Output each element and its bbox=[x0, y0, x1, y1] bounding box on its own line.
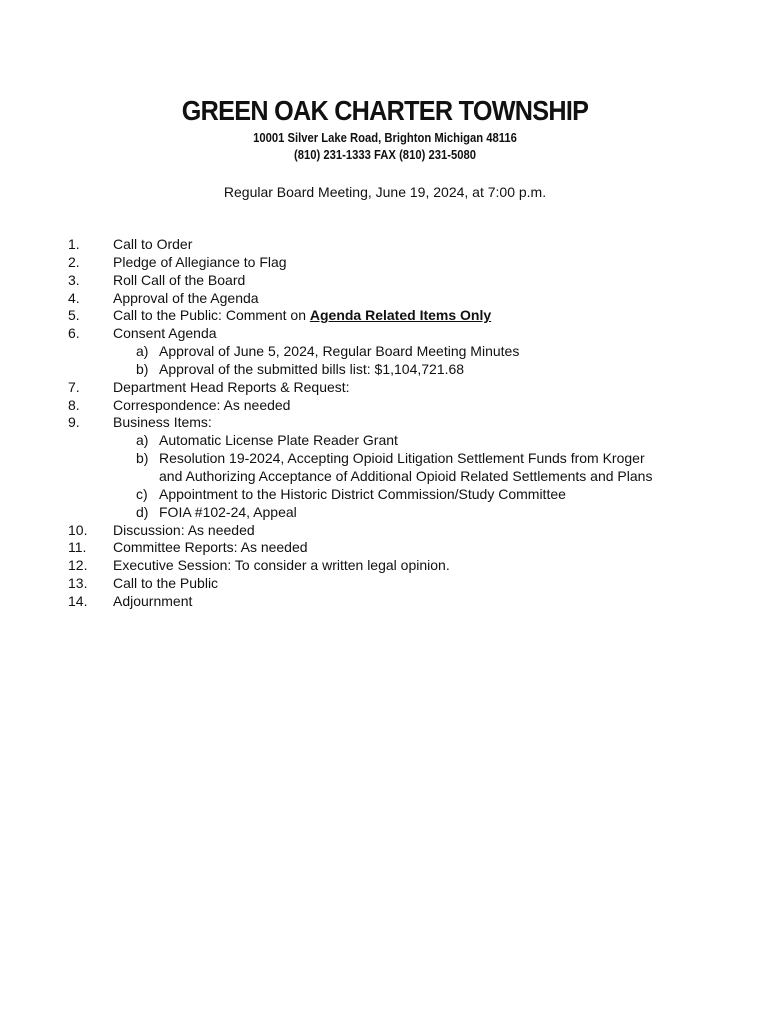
item-text: Discussion: As needed bbox=[113, 521, 255, 538]
agenda-subitem-9d bbox=[0, 504, 770, 522]
subitem-letter: a) bbox=[136, 343, 149, 360]
agenda-item-14 bbox=[0, 593, 770, 611]
item-number: 1. bbox=[68, 236, 80, 252]
item-text: Approval of the Agenda bbox=[113, 289, 259, 306]
item-text: Business Items: bbox=[113, 414, 212, 431]
item-text: Correspondence: As needed bbox=[113, 396, 291, 413]
township-phone-fax: (810) 231-1333 FAX (810) 231-5080 bbox=[294, 148, 476, 162]
item-number: 9. bbox=[68, 414, 80, 431]
item-number: 4. bbox=[68, 289, 80, 306]
item-number: 7. bbox=[68, 378, 80, 395]
item-number: 2. bbox=[68, 253, 80, 270]
item-emphasis: Agenda Related Items Only bbox=[309, 307, 492, 324]
agenda-item-8 bbox=[0, 397, 770, 415]
item-number: 8. bbox=[68, 396, 80, 413]
item-number: 6. bbox=[68, 325, 80, 342]
item-text: Adjournment bbox=[113, 592, 193, 609]
agenda-item-1 bbox=[0, 236, 770, 254]
agenda-item-3 bbox=[0, 272, 770, 290]
item-text: Executive Session: To consider a written legal opinion. bbox=[113, 557, 450, 574]
subitem-text-continued: and Authorizing Acceptance of Additional Opioid Related Settlements and Plans bbox=[159, 467, 653, 484]
subitem-letter: b) bbox=[136, 450, 149, 467]
subitem-letter: a) bbox=[136, 432, 149, 449]
agenda-subitem-9b bbox=[0, 450, 770, 468]
item-text: Call to the Public bbox=[113, 575, 219, 592]
subitem-letter: d) bbox=[136, 503, 149, 520]
item-text: Roll Call of the Board bbox=[113, 271, 246, 288]
item-text: Pledge of Allegiance to Flag bbox=[113, 253, 287, 270]
subitem-text: Automatic License Plate Reader Grant bbox=[159, 432, 398, 449]
subitem-text: FOIA #102-24, Appeal bbox=[159, 503, 297, 520]
item-text: Department Head Reports & Request: bbox=[113, 378, 350, 395]
agenda-item-5 bbox=[0, 307, 770, 325]
agenda-subitem-9a bbox=[0, 432, 770, 450]
agenda-item-6 bbox=[0, 325, 770, 343]
item-number: 3. bbox=[68, 271, 80, 288]
subitem-text: Appointment to the Historic District Commission/Study Committee bbox=[159, 485, 566, 502]
township-title: GREEN OAK CHARTER TOWNSHIP bbox=[181, 95, 589, 126]
meeting-info: Regular Board Meeting, June 19, 2024, at 7:00 p.m. bbox=[223, 184, 547, 200]
agenda-list bbox=[0, 236, 770, 611]
item-text: Call to Order bbox=[113, 236, 193, 252]
agenda-item-2 bbox=[0, 254, 770, 272]
agenda-item-4 bbox=[0, 290, 770, 308]
agenda-subitem-6b bbox=[0, 361, 770, 379]
subitem-text: Approval of June 5, 2024, Regular Board Meeting Minutes bbox=[159, 343, 520, 360]
item-text: Committee Reports: As needed bbox=[113, 539, 308, 556]
agenda-item-7 bbox=[0, 379, 770, 397]
item-text-wrapper bbox=[113, 307, 491, 325]
agenda-item-13 bbox=[0, 575, 770, 593]
item-number: 13. bbox=[68, 575, 88, 592]
item-number: 12. bbox=[68, 557, 88, 574]
subitem-letter: b) bbox=[136, 360, 149, 377]
item-text: Call to the Public: Comment on bbox=[113, 307, 310, 324]
subitem-text: Approval of the submitted bills list: $1,104,721.68 bbox=[159, 360, 465, 377]
item-number: 14. bbox=[68, 592, 88, 609]
agenda-subitem-9b-continued bbox=[0, 468, 770, 486]
agenda-item-12 bbox=[0, 557, 770, 575]
item-number: 11. bbox=[68, 539, 87, 556]
item-text: Consent Agenda bbox=[113, 325, 217, 342]
subitem-letter: c) bbox=[136, 485, 148, 502]
agenda-item-9 bbox=[0, 414, 770, 432]
township-address: 10001 Silver Lake Road, Brighton Michigan 48116 bbox=[253, 131, 517, 145]
item-number: 10. bbox=[68, 521, 88, 538]
item-number: 5. bbox=[68, 307, 80, 324]
agenda-item-11 bbox=[0, 539, 770, 557]
agenda-item-10 bbox=[0, 522, 770, 540]
subitem-text: Resolution 19-2024, Accepting Opioid Litigation Settlement Funds from Kroger bbox=[159, 450, 645, 467]
agenda-subitem-9c bbox=[0, 486, 770, 504]
agenda-subitem-6a bbox=[0, 343, 770, 361]
